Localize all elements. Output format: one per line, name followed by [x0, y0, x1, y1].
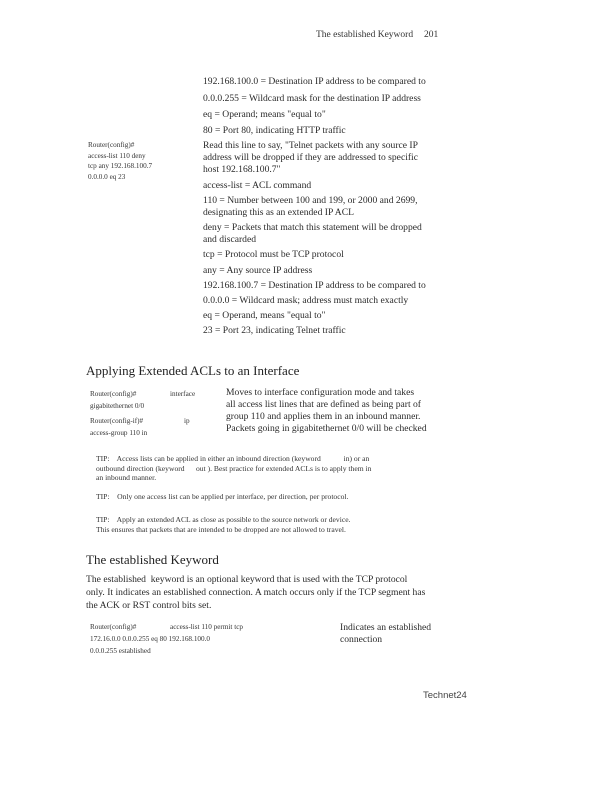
section-heading-applying-acls: Applying Extended ACLs to an Interface — [86, 363, 300, 378]
description-line: all access list lines that are defined as being part of — [226, 399, 421, 410]
command-keyword: ip — [184, 417, 190, 425]
command-text: access-list 110 permit tcp — [170, 623, 243, 631]
description-line: eq = Operand; means "equal to" — [203, 109, 326, 120]
page-number: 201 — [424, 30, 439, 40]
command-line: Router(config)# — [88, 141, 135, 149]
paragraph-line: only. It indicates an established connection. A match occurs only if the TCP segment has — [86, 587, 426, 598]
description-line: Packets going in gigabitethernet 0/0 will be checked — [226, 423, 427, 434]
description-line: tcp = Protocol must be TCP protocol — [203, 249, 344, 260]
description-line: eq = Operand, means "equal to" — [203, 310, 326, 321]
command-line: 0.0.0.0 eq 23 — [88, 172, 126, 181]
description-line: group 110 and applies them in an inbound manner. — [226, 411, 421, 422]
description-line: 0.0.0.255 = Wildcard mask for the destination IP address — [203, 93, 421, 104]
tip-note — [96, 454, 371, 483]
command-keyword: interface — [170, 390, 196, 398]
tip-line: outbound direction (keyword out ). Best practice for extended ACLs is to apply them in — [96, 463, 372, 473]
command-prompt: Router(config)# — [90, 623, 137, 631]
description-line: host 192.168.100.7" — [203, 164, 281, 175]
tip-line: an inbound manner. — [96, 473, 157, 483]
description-line: address will be dropped if they are addressed to specific — [203, 152, 418, 163]
description-line: connection — [340, 634, 383, 645]
description-line: designating this as an extended IP ACL — [203, 207, 354, 218]
description-line: 110 = Number between 100 and 199, or 2000 and 2699, — [203, 195, 418, 206]
command-continuation: gigabitethernet 0/0 — [90, 402, 145, 410]
command-continuation: 172.16.0.0 0.0.0.255 eq 80 192.168.100.0 — [90, 635, 210, 643]
description-line: 23 = Port 23, indicating Telnet traffic — [203, 325, 346, 336]
command-line: access-list 110 deny — [88, 151, 146, 160]
command-prompt: Router(config-if)# — [90, 417, 144, 425]
description-line: Moves to interface configuration mode and takes — [226, 387, 415, 398]
description-line: 192.168.100.0 = Destination IP address to be compared to — [203, 76, 426, 87]
command-block-deny — [88, 140, 152, 182]
description-line: deny = Packets that match this statement will be dropped — [203, 222, 422, 233]
command-continuation: 0.0.0.255 established — [90, 647, 151, 655]
paragraph-line: the ACK or RST control bits set. — [86, 600, 212, 611]
command-prompt: Router(config)# — [90, 390, 137, 398]
command-continuation: access-group 110 in — [90, 429, 148, 437]
description-line: Read this line to say, "Telnet packets with any source IP — [203, 140, 418, 151]
running-header-title: The established Keyword — [316, 30, 414, 40]
paragraph-established — [86, 573, 425, 612]
paragraph-line: The established keyword is an optional keyword that is used with the TCP protocol — [86, 574, 408, 585]
description-line: Indicates an established — [340, 622, 432, 633]
description-line: 0.0.0.0 = Wildcard mask; address must match exactly — [203, 295, 409, 306]
tip-line: TIP: Access lists can be applied in either an inbound direction (keyword in) or an — [96, 454, 370, 463]
brand-watermark: Technet24 — [423, 690, 467, 701]
tip-line: This ensures that packets that are intended to be dropped are not allowed to travel. — [96, 524, 346, 534]
description-line: access-list = ACL command — [203, 180, 312, 191]
description-line: 192.168.100.7 = Destination IP address to be compared to — [203, 280, 426, 291]
section-heading-established: The established Keyword — [86, 552, 219, 567]
tip-note — [96, 515, 350, 534]
tip-line: TIP: Apply an extended ACL as close as possible to the source network or device. — [96, 515, 351, 524]
description-line: and discarded — [203, 234, 257, 245]
description-line: 80 = Port 80, indicating HTTP traffic — [203, 125, 346, 136]
command-line: tcp any 192.168.100.7 — [88, 162, 153, 170]
tip-note — [96, 492, 348, 502]
tip-line: TIP: Only one access list can be applied per interface, per direction, per protocol. — [96, 492, 349, 501]
description-line: any = Any source IP address — [203, 265, 313, 276]
